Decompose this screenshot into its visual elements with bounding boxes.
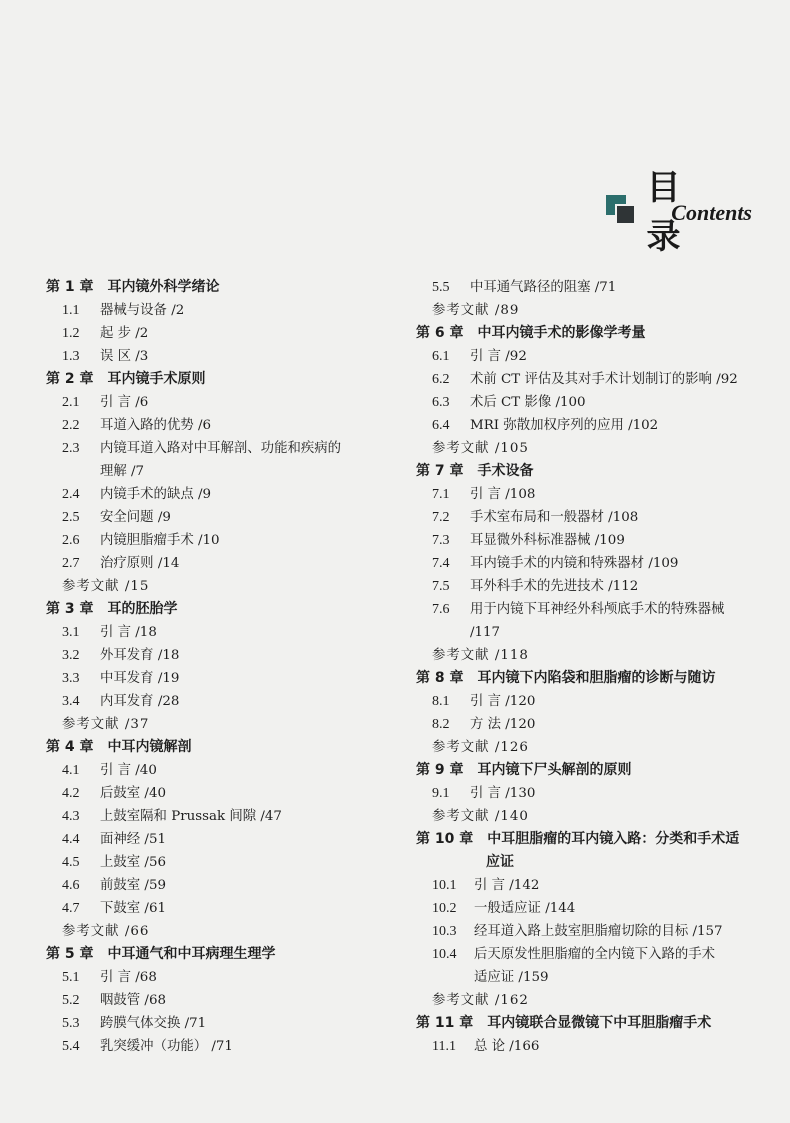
toc-section — [46, 644, 406, 667]
page-subtitle: Contents — [671, 200, 752, 225]
chapter-title: 耳内镜下尸头解剖的原则 — [477, 762, 632, 778]
page-title: 目 录 — [646, 168, 705, 257]
section-title: 后鼓室 /40 — [100, 786, 166, 801]
toc-section — [46, 483, 406, 506]
toc-section — [46, 966, 406, 989]
section-title: 前鼓室 /59 — [100, 878, 166, 893]
section-number: 5.4 — [62, 1039, 80, 1054]
toc-section — [46, 874, 406, 897]
toc-section — [46, 299, 406, 322]
section-title: 中耳通气路径的阻塞 /71 — [470, 280, 617, 295]
section-number: 4.7 — [62, 901, 80, 916]
toc-section — [416, 483, 776, 506]
toc-section — [46, 690, 406, 713]
section-title: 乳突缓冲（功能） /71 — [100, 1039, 233, 1054]
page-header — [0, 0, 790, 270]
section-title: 一般适应证 /144 — [474, 901, 576, 916]
toc-section — [46, 322, 406, 345]
toc-section — [416, 782, 776, 805]
toc-references: 参考文献 /89 — [432, 303, 520, 318]
toc-section — [416, 414, 776, 437]
section-number: 2.3 — [62, 441, 80, 456]
section-title: 耳内镜手术的内镜和特殊器材 /109 — [470, 556, 679, 571]
toc-section — [46, 1035, 406, 1058]
section-number: 6.1 — [432, 349, 450, 364]
section-number: 2.5 — [62, 510, 80, 525]
section-title: 术前 CT 评估及其对手术计划制订的影响 /92 — [470, 372, 738, 387]
toc-section — [46, 805, 406, 828]
section-number: 4.2 — [62, 786, 80, 801]
toc-chapter — [416, 322, 776, 345]
chapter-title: 中耳通气和中耳病理生理学 — [107, 946, 276, 962]
section-number: 5.2 — [62, 993, 80, 1008]
section-title: 引 言 /68 — [100, 970, 157, 985]
square-logo-icon — [606, 195, 632, 223]
toc-section — [46, 851, 406, 874]
section-title: 引 言 /120 — [470, 694, 536, 709]
chapter-title: 手术设备 — [477, 463, 534, 479]
section-number: 6.2 — [432, 372, 450, 387]
toc-chapter — [46, 943, 406, 966]
toc-section — [416, 345, 776, 368]
toc-section — [46, 437, 406, 460]
section-title: 内镜胆脂瘤手术 /10 — [100, 533, 220, 548]
toc-section — [46, 621, 406, 644]
chapter-title: 耳内镜下内陷袋和胆脂瘤的诊断与随访 — [477, 670, 716, 686]
chapter-number: 第 10 章 — [416, 831, 474, 847]
toc-chapter — [46, 276, 406, 299]
section-number: 4.4 — [62, 832, 80, 847]
section-title: 误 区 /3 — [100, 349, 149, 364]
section-title: 内镜耳道入路对中耳解剖、功能和疾病的 — [100, 441, 342, 456]
toc-section-continuation: 理解 /7 — [100, 464, 145, 479]
chapter-number: 第 6 章 — [416, 325, 464, 341]
section-title: 引 言 /6 — [100, 395, 149, 410]
section-number: 1.3 — [62, 349, 80, 364]
chapter-number: 第 9 章 — [416, 762, 464, 778]
toc-references: 参考文献 /105 — [432, 441, 529, 456]
section-number: 10.1 — [432, 878, 457, 893]
chapter-title: 耳的胚胎学 — [107, 601, 178, 617]
chapter-number: 第 3 章 — [46, 601, 94, 617]
section-title: 术后 CT 影像 /100 — [470, 395, 586, 410]
section-number: 8.1 — [432, 694, 450, 709]
toc-section — [46, 552, 406, 575]
section-title: 手术室布局和一般器材 /108 — [470, 510, 639, 525]
toc-section — [46, 782, 406, 805]
section-number: 1.2 — [62, 326, 80, 341]
section-number: 4.5 — [62, 855, 80, 870]
section-title: 引 言 /18 — [100, 625, 157, 640]
section-title: 治疗原则 /14 — [100, 556, 180, 571]
section-number: 6.4 — [432, 418, 450, 433]
chapter-title: 中耳内镜解剖 — [107, 739, 192, 755]
section-number: 2.4 — [62, 487, 80, 502]
toc-section — [416, 713, 776, 736]
section-number: 8.2 — [432, 717, 450, 732]
section-title: 引 言 /108 — [470, 487, 536, 502]
section-title: 外耳发育 /18 — [100, 648, 180, 663]
section-title: 中耳发育 /19 — [100, 671, 180, 686]
toc-chapter — [416, 667, 776, 690]
section-number: 11.1 — [432, 1039, 456, 1054]
chapter-title: 中耳胆脂瘤的耳内镜入路：分类和手术适 — [487, 831, 740, 847]
section-title: 咽鼓管 /68 — [100, 993, 166, 1008]
section-number: 10.4 — [432, 947, 457, 962]
section-title: 经耳道入路上鼓室胆脂瘤切除的目标 /157 — [474, 924, 723, 939]
section-title: 安全问题 /9 — [100, 510, 171, 525]
toc-section — [46, 667, 406, 690]
section-number: 2.1 — [62, 395, 80, 410]
section-number: 6.3 — [432, 395, 450, 410]
chapter-number: 第 5 章 — [46, 946, 94, 962]
toc-section — [46, 1012, 406, 1035]
section-number: 1.1 — [62, 303, 80, 318]
section-title: 跨膜气体交换 /71 — [100, 1016, 207, 1031]
section-title: 总 论 /166 — [474, 1039, 540, 1054]
chapter-number: 第 11 章 — [416, 1015, 474, 1031]
section-title: 引 言 /40 — [100, 763, 157, 778]
toc-section-continuation: 适应证 /159 — [474, 970, 549, 985]
toc-section — [416, 276, 776, 299]
section-number: 7.2 — [432, 510, 450, 525]
section-number: 2.2 — [62, 418, 80, 433]
chapter-title: 耳内镜外科学绪论 — [107, 279, 220, 295]
toc-references: 参考文献 /37 — [62, 717, 150, 732]
section-title: 器械与设备 /2 — [100, 303, 185, 318]
section-title: 内镜手术的缺点 /9 — [100, 487, 212, 502]
toc-chapter-continuation: 应证 — [486, 854, 514, 870]
section-number: 2.6 — [62, 533, 80, 548]
section-title: 上鼓室 /56 — [100, 855, 166, 870]
chapter-title: 耳内镜联合显微镜下中耳胆脂瘤手术 — [487, 1015, 712, 1031]
toc-section — [416, 920, 776, 943]
toc-chapter — [416, 460, 776, 483]
toc-references: 参考文献 /15 — [62, 579, 150, 594]
chapter-number: 第 7 章 — [416, 463, 464, 479]
toc-left-column — [46, 276, 406, 1058]
toc-references: 参考文献 /140 — [432, 809, 529, 824]
section-title: 用于内镜下耳神经外科颅底手术的特殊器械 — [470, 602, 725, 617]
toc-section-continuation: /117 — [470, 625, 501, 640]
section-title: 下鼓室 /61 — [100, 901, 166, 916]
toc-section — [416, 1035, 776, 1058]
toc-references: 参考文献 /66 — [62, 924, 150, 939]
section-number: 2.7 — [62, 556, 80, 571]
section-title: 耳显微外科标准器械 /109 — [470, 533, 625, 548]
section-number: 7.4 — [432, 556, 450, 571]
toc-references: 参考文献 /118 — [432, 648, 529, 663]
section-number: 7.5 — [432, 579, 450, 594]
section-number: 10.3 — [432, 924, 457, 939]
chapter-number: 第 2 章 — [46, 371, 94, 387]
section-number: 3.1 — [62, 625, 80, 640]
section-number: 7.1 — [432, 487, 450, 502]
section-number: 4.6 — [62, 878, 80, 893]
toc-right-column — [416, 276, 776, 1058]
section-title: 内耳发育 /28 — [100, 694, 180, 709]
toc-chapter — [46, 368, 406, 391]
toc-section — [416, 943, 776, 966]
toc-section — [46, 759, 406, 782]
toc-chapter — [46, 598, 406, 621]
toc-references: 参考文献 /162 — [432, 993, 529, 1008]
toc-section — [46, 345, 406, 368]
toc-section — [416, 874, 776, 897]
toc-section — [416, 575, 776, 598]
section-number: 3.2 — [62, 648, 80, 663]
section-number: 5.1 — [62, 970, 80, 985]
section-title: 耳外科手术的先进技术 /112 — [470, 579, 639, 594]
toc-section — [416, 368, 776, 391]
section-title: 面神经 /51 — [100, 832, 166, 847]
toc-section — [46, 391, 406, 414]
toc-chapter — [416, 828, 776, 851]
section-title: 后天原发性胆脂瘤的全内镜下入路的手术 — [474, 947, 716, 962]
section-number: 9.1 — [432, 786, 450, 801]
section-number: 4.1 — [62, 763, 80, 778]
toc-section — [46, 414, 406, 437]
toc-section — [416, 506, 776, 529]
toc-section — [416, 391, 776, 414]
section-title: 引 言 /92 — [470, 349, 527, 364]
toc-section — [416, 897, 776, 920]
section-title: 上鼓室隔和 Prussak 间隙 /47 — [100, 809, 282, 824]
section-number: 3.4 — [62, 694, 80, 709]
section-title: 引 言 /130 — [470, 786, 536, 801]
section-number: 3.3 — [62, 671, 80, 686]
toc-chapter — [416, 759, 776, 782]
section-number: 5.5 — [432, 280, 450, 295]
section-number: 10.2 — [432, 901, 457, 916]
toc-section — [46, 506, 406, 529]
toc-section — [416, 598, 776, 621]
chapter-number: 第 8 章 — [416, 670, 464, 686]
section-number: 7.3 — [432, 533, 450, 548]
section-number: 5.3 — [62, 1016, 80, 1031]
section-title: 耳道入路的优势 /6 — [100, 418, 212, 433]
toc-section — [46, 989, 406, 1012]
toc-chapter — [416, 1012, 776, 1035]
section-title: 方 法 /120 — [470, 717, 536, 732]
toc-section — [46, 828, 406, 851]
toc-section — [46, 529, 406, 552]
chapter-title: 耳内镜手术原则 — [107, 371, 206, 387]
toc-references: 参考文献 /126 — [432, 740, 529, 755]
chapter-title: 中耳内镜手术的影像学考量 — [477, 325, 646, 341]
section-title: 引 言 /142 — [474, 878, 540, 893]
toc-section — [46, 897, 406, 920]
toc-section — [416, 690, 776, 713]
section-title: 起 步 /2 — [100, 326, 149, 341]
section-number: 4.3 — [62, 809, 80, 824]
chapter-number: 第 4 章 — [46, 739, 94, 755]
section-number: 7.6 — [432, 602, 450, 617]
section-title: MRI 弥散加权序列的应用 /102 — [470, 418, 659, 433]
toc-chapter — [46, 736, 406, 759]
chapter-number: 第 1 章 — [46, 279, 94, 295]
toc-section — [416, 552, 776, 575]
toc-section — [416, 529, 776, 552]
